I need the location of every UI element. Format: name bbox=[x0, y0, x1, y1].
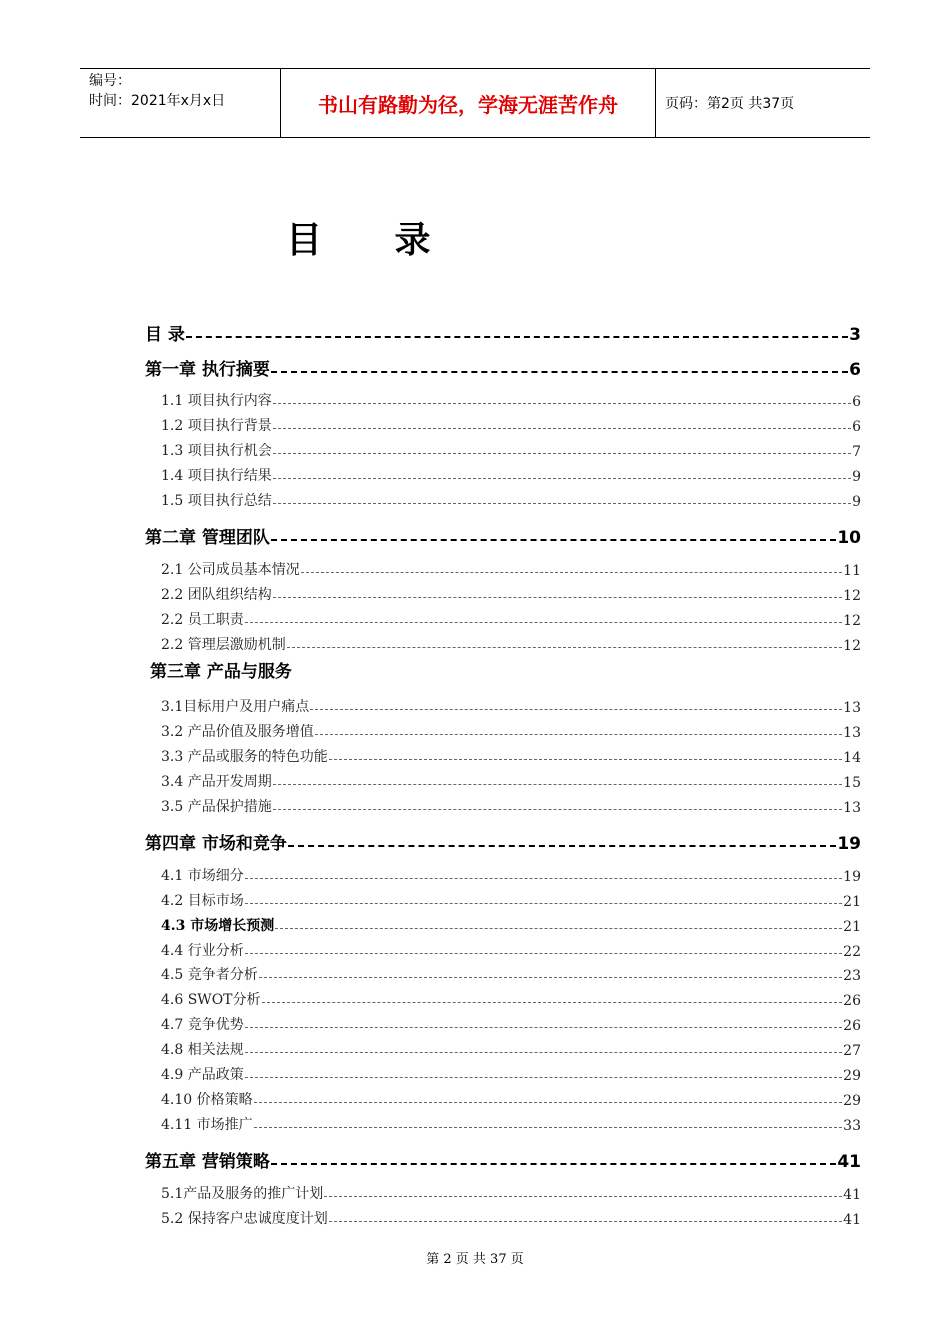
toc-entry-text: 1.5 项目执行总结 bbox=[161, 493, 272, 509]
header-motto: 书山有路勤为径，学海无涯苦作舟 bbox=[281, 69, 656, 137]
toc-entry-text: 3.2 产品价值及服务增值 bbox=[161, 724, 314, 740]
toc-entry-page: 29 bbox=[843, 1093, 861, 1109]
toc-entry-text: 4.3 市场增长预测 bbox=[161, 918, 275, 934]
toc-entry-text: 2.2 管理层激励机制 bbox=[161, 637, 286, 653]
toc-entry-page: 13 bbox=[843, 725, 861, 741]
toc-entry-text: 4.5 竞争者分析 bbox=[161, 967, 258, 983]
toc-entry-text: 4.6 SWOT分析 bbox=[161, 992, 261, 1008]
toc-entry-page: 29 bbox=[843, 1068, 861, 1084]
toc-entry-text: 第五章 营销策略 bbox=[145, 1152, 270, 1172]
toc-entry-page: 6 bbox=[849, 360, 861, 380]
toc-entry-2-1[interactable] bbox=[161, 559, 861, 579]
toc-entry-page: 14 bbox=[843, 750, 861, 766]
page-footer: 第 2 页 共 37 页 bbox=[426, 1252, 524, 1267]
toc-entry-page: 13 bbox=[843, 700, 861, 716]
toc-entry-text: 4.11 市场推广 bbox=[161, 1117, 253, 1133]
toc-entry-page: 13 bbox=[843, 800, 861, 816]
toc-entry-page: 27 bbox=[843, 1043, 861, 1059]
toc-entry-page: 19 bbox=[837, 834, 861, 854]
toc-entry-page: 22 bbox=[843, 944, 861, 960]
toc-entry-text: 4.1 市场细分 bbox=[161, 868, 244, 884]
toc-entry-page: 3 bbox=[849, 325, 861, 345]
toc-entry-page: 41 bbox=[843, 1187, 861, 1203]
toc-entry-text: 3.5 产品保护措施 bbox=[161, 799, 272, 815]
toc-entry-page: 15 bbox=[843, 775, 861, 791]
toc-entry-chapter-5[interactable] bbox=[145, 1147, 861, 1172]
toc-entry-4-7[interactable] bbox=[161, 1014, 861, 1034]
toc-entry-page: 41 bbox=[843, 1212, 861, 1228]
toc-entry-text: 2.2 团队组织结构 bbox=[161, 587, 272, 603]
toc-entry-text: 4.7 竞争优势 bbox=[161, 1017, 244, 1033]
header-meta bbox=[80, 69, 281, 137]
toc-entry-4-4[interactable] bbox=[161, 940, 861, 960]
header-page-info: 页码：第2页 共37页 bbox=[665, 96, 795, 112]
toc-entry-text: 3.4 产品开发周期 bbox=[161, 774, 272, 790]
toc-entry-text: 5.1产品及服务的推广计划 bbox=[161, 1186, 324, 1202]
toc-entry-4-5[interactable] bbox=[161, 964, 861, 984]
toc-entry-text: 目 录 bbox=[145, 325, 185, 345]
toc-entry-page: 19 bbox=[843, 869, 861, 885]
toc-entry-chapter-4[interactable] bbox=[145, 829, 861, 854]
toc-entry-4-11[interactable] bbox=[161, 1114, 861, 1134]
toc-entry-page: 7 bbox=[852, 444, 861, 460]
toc-entry-page: 12 bbox=[843, 638, 861, 654]
toc-entry-page: 6 bbox=[852, 419, 861, 435]
toc-entry-4-10[interactable] bbox=[161, 1089, 861, 1109]
page-title: 目 录 bbox=[286, 220, 461, 261]
toc-entry-text: 3.1目标用户及用户痛点 bbox=[161, 699, 310, 715]
toc-entry-text: 第三章 产品与服务 bbox=[150, 662, 292, 682]
toc-entry-text: 第四章 市场和竞争 bbox=[145, 834, 287, 854]
toc-entry-text: 第一章 执行摘要 bbox=[145, 360, 270, 380]
toc-entry-text: 4.4 行业分析 bbox=[161, 943, 244, 959]
toc-entry-page: 9 bbox=[852, 469, 861, 485]
toc-entry-page: 26 bbox=[843, 993, 861, 1009]
toc-entry-text: 2.1 公司成员基本情况 bbox=[161, 562, 300, 578]
toc-entry-text: 4.2 目标市场 bbox=[161, 893, 244, 909]
toc-entry-1-4[interactable] bbox=[161, 465, 861, 485]
toc-entry-chapter-2[interactable] bbox=[145, 523, 861, 548]
number-label: 编号： bbox=[89, 73, 131, 89]
toc-entry-page: 21 bbox=[843, 919, 861, 935]
toc-entry-4-8[interactable] bbox=[161, 1039, 861, 1059]
toc-entry-chapter-1[interactable] bbox=[145, 355, 861, 380]
toc-entry-4-9[interactable] bbox=[161, 1064, 861, 1084]
toc-entry-page: 33 bbox=[843, 1118, 861, 1134]
toc-entry-page: 21 bbox=[843, 894, 861, 910]
toc-entry-chapter-3[interactable] bbox=[150, 657, 866, 682]
toc-entry-5-1[interactable] bbox=[161, 1183, 861, 1203]
toc-entry-1-2[interactable] bbox=[161, 415, 861, 435]
toc-entry-text: 1.2 项目执行背景 bbox=[161, 418, 272, 434]
toc-entry-1-5[interactable] bbox=[161, 490, 861, 510]
toc-entry-3-1[interactable] bbox=[161, 696, 861, 716]
toc-entry-page: 6 bbox=[852, 394, 861, 410]
toc-entry-4-3[interactable] bbox=[161, 915, 861, 935]
toc-entry-4-1[interactable] bbox=[161, 865, 861, 885]
toc-entry-contents[interactable] bbox=[145, 320, 861, 345]
toc-entry-page: 10 bbox=[837, 528, 861, 548]
toc-entry-page: 23 bbox=[843, 968, 861, 984]
toc-entry-1-3[interactable] bbox=[161, 440, 861, 460]
toc-entry-3-3[interactable] bbox=[161, 746, 861, 766]
toc-entry-page: 11 bbox=[843, 563, 861, 579]
toc-entry-text: 1.1 项目执行内容 bbox=[161, 393, 272, 409]
toc-entry-2-3[interactable] bbox=[161, 609, 861, 629]
page-header bbox=[80, 68, 870, 138]
toc-entry-text: 3.3 产品或服务的特色功能 bbox=[161, 749, 328, 765]
toc-entry-4-2[interactable] bbox=[161, 890, 861, 910]
toc-entry-page: 12 bbox=[843, 588, 861, 604]
toc-entry-text: 5.2 保持客户忠诚度度计划 bbox=[161, 1211, 328, 1227]
toc-entry-3-2[interactable] bbox=[161, 721, 861, 741]
toc-entry-text: 4.9 产品政策 bbox=[161, 1067, 244, 1083]
toc-entry-page: 9 bbox=[852, 494, 861, 510]
time-label: 时间：2021年x月x日 bbox=[89, 93, 226, 109]
toc-entry-text: 1.3 项目执行机会 bbox=[161, 443, 272, 459]
toc-entry-3-4[interactable] bbox=[161, 771, 861, 791]
toc-entry-page: 12 bbox=[843, 613, 861, 629]
toc-entry-text: 第二章 管理团队 bbox=[145, 528, 270, 548]
toc-entry-page: 41 bbox=[837, 1152, 861, 1172]
toc-entry-text: 1.4 项目执行结果 bbox=[161, 468, 272, 484]
toc-entry-1-1[interactable] bbox=[161, 390, 861, 410]
toc-entry-2-2[interactable] bbox=[161, 584, 861, 604]
toc-entry-5-2[interactable] bbox=[161, 1208, 861, 1228]
toc-entry-text: 4.8 相关法规 bbox=[161, 1042, 244, 1058]
toc-entry-3-5[interactable] bbox=[161, 796, 861, 816]
toc-entry-text: 2.2 员工职责 bbox=[161, 612, 244, 628]
toc-entry-page: 26 bbox=[843, 1018, 861, 1034]
toc-entry-text: 4.10 价格策略 bbox=[161, 1092, 253, 1108]
toc-entry-4-6[interactable] bbox=[161, 989, 861, 1009]
toc-entry-2-4[interactable] bbox=[161, 634, 861, 654]
